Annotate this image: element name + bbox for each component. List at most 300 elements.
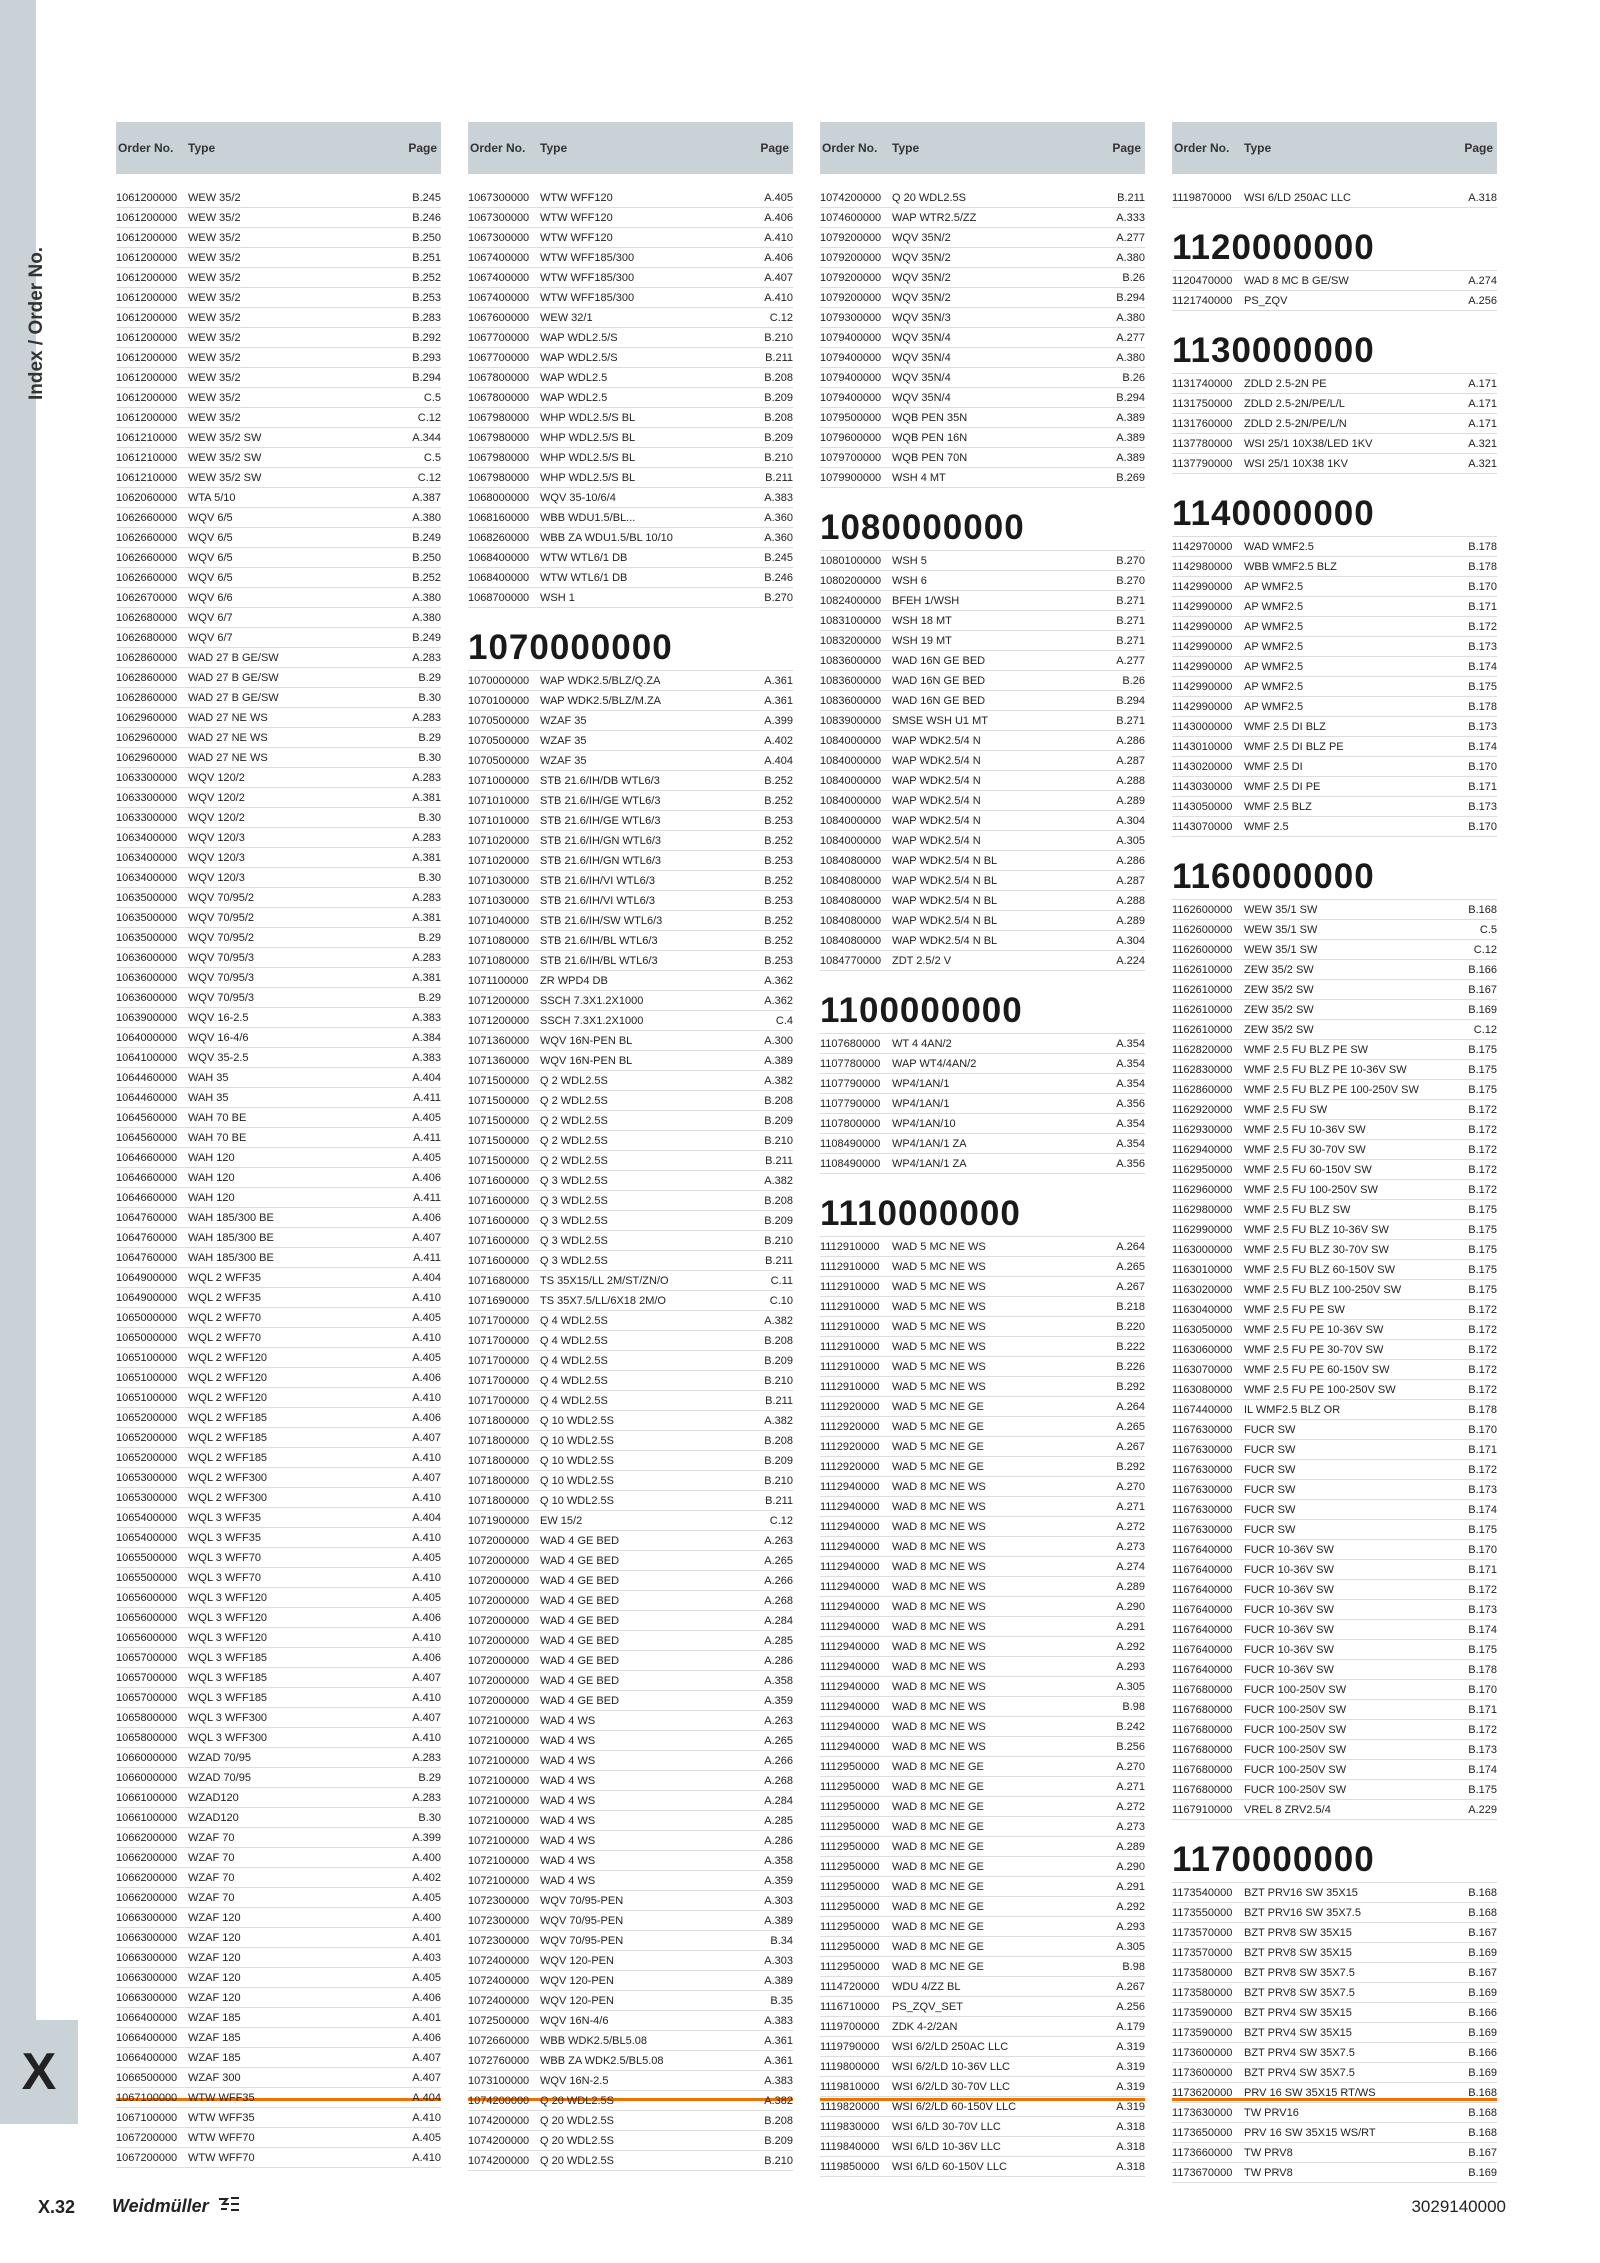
page-ref[interactable]: A.404 bbox=[412, 1071, 441, 1084]
page-ref[interactable]: A.404 bbox=[412, 1511, 441, 1524]
page-ref[interactable]: A.382 bbox=[764, 1074, 793, 1087]
page-ref[interactable]: B.252 bbox=[412, 271, 441, 284]
page-ref[interactable]: A.267 bbox=[1116, 1280, 1145, 1293]
page-ref[interactable]: B.250 bbox=[412, 231, 441, 244]
page-ref[interactable]: A.270 bbox=[1116, 1480, 1145, 1493]
page-ref[interactable]: A.399 bbox=[412, 1831, 441, 1844]
page-ref[interactable]: B.253 bbox=[764, 814, 793, 827]
page-ref[interactable]: A.410 bbox=[412, 1491, 441, 1504]
page-ref[interactable]: A.319 bbox=[1116, 2100, 1145, 2113]
page-ref[interactable]: C.12 bbox=[769, 311, 793, 324]
page-ref[interactable]: B.175 bbox=[1468, 1223, 1497, 1236]
page-ref[interactable]: A.354 bbox=[1116, 1077, 1145, 1090]
page-ref[interactable]: A.288 bbox=[1116, 774, 1145, 787]
page-ref[interactable]: B.168 bbox=[1468, 2106, 1497, 2119]
page-ref[interactable]: A.271 bbox=[1116, 1500, 1145, 1513]
page-ref[interactable]: A.406 bbox=[412, 1211, 441, 1224]
page-ref[interactable]: A.381 bbox=[412, 791, 441, 804]
page-ref[interactable]: A.407 bbox=[412, 1231, 441, 1244]
page-ref[interactable]: A.286 bbox=[764, 1834, 793, 1847]
page-ref[interactable]: A.383 bbox=[412, 1011, 441, 1024]
page-ref[interactable]: A.256 bbox=[1468, 294, 1497, 307]
page-ref[interactable]: A.272 bbox=[1116, 1800, 1145, 1813]
page-ref[interactable]: A.289 bbox=[1116, 1840, 1145, 1853]
page-ref[interactable]: A.289 bbox=[1116, 794, 1145, 807]
page-ref[interactable]: B.294 bbox=[412, 371, 441, 384]
page-ref[interactable]: B.30 bbox=[418, 811, 441, 824]
page-ref[interactable]: A.406 bbox=[412, 2031, 441, 2044]
page-ref[interactable]: B.172 bbox=[1468, 1583, 1497, 1596]
page-ref[interactable]: A.382 bbox=[764, 1414, 793, 1427]
page-ref[interactable]: B.167 bbox=[1468, 2146, 1497, 2159]
page-ref[interactable]: B.245 bbox=[764, 551, 793, 564]
page-ref[interactable]: A.407 bbox=[412, 2051, 441, 2064]
page-ref[interactable]: B.242 bbox=[1116, 1720, 1145, 1733]
page-ref[interactable]: A.268 bbox=[764, 1774, 793, 1787]
page-ref[interactable]: B.252 bbox=[764, 774, 793, 787]
page-ref[interactable]: A.321 bbox=[1468, 437, 1497, 450]
page-ref[interactable]: B.29 bbox=[418, 671, 441, 684]
page-ref[interactable]: B.171 bbox=[1468, 600, 1497, 613]
page-ref[interactable]: A.383 bbox=[764, 2014, 793, 2027]
page-ref[interactable]: A.293 bbox=[1116, 1920, 1145, 1933]
page-ref[interactable]: B.170 bbox=[1468, 1423, 1497, 1436]
page-ref[interactable]: B.168 bbox=[1468, 2086, 1497, 2099]
page-ref[interactable]: C.12 bbox=[417, 411, 441, 424]
page-ref[interactable]: B.170 bbox=[1468, 1543, 1497, 1556]
page-ref[interactable]: B.270 bbox=[764, 591, 793, 604]
page-ref[interactable]: A.405 bbox=[412, 1111, 441, 1124]
page-ref[interactable]: B.209 bbox=[764, 1354, 793, 1367]
page-ref[interactable]: A.354 bbox=[1116, 1137, 1145, 1150]
page-ref[interactable]: A.411 bbox=[413, 1191, 441, 1204]
page-ref[interactable]: A.283 bbox=[412, 891, 441, 904]
page-ref[interactable]: B.30 bbox=[418, 871, 441, 884]
page-ref[interactable]: B.29 bbox=[418, 731, 441, 744]
page-ref[interactable]: A.356 bbox=[1116, 1097, 1145, 1110]
page-ref[interactable]: B.294 bbox=[1116, 291, 1145, 304]
page-ref[interactable]: A.267 bbox=[1116, 1980, 1145, 1993]
page-ref[interactable]: A.359 bbox=[764, 1874, 793, 1887]
page-ref[interactable]: B.173 bbox=[1468, 720, 1497, 733]
page-ref[interactable]: A.358 bbox=[764, 1674, 793, 1687]
page-ref[interactable]: A.404 bbox=[412, 2091, 441, 2104]
page-ref[interactable]: B.208 bbox=[764, 1094, 793, 1107]
page-ref[interactable]: B.211 bbox=[765, 1254, 793, 1267]
page-ref[interactable]: B.169 bbox=[1468, 1986, 1497, 1999]
page-ref[interactable]: A.277 bbox=[1116, 231, 1145, 244]
page-ref[interactable]: A.283 bbox=[412, 651, 441, 664]
page-ref[interactable]: B.253 bbox=[764, 894, 793, 907]
page-ref[interactable]: C.12 bbox=[1473, 943, 1497, 956]
page-ref[interactable]: B.252 bbox=[764, 834, 793, 847]
page-ref[interactable]: B.209 bbox=[764, 431, 793, 444]
page-ref[interactable]: A.283 bbox=[412, 951, 441, 964]
page-ref[interactable]: A.382 bbox=[764, 1314, 793, 1327]
page-ref[interactable]: A.406 bbox=[412, 1991, 441, 2004]
page-ref[interactable]: B.170 bbox=[1468, 760, 1497, 773]
page-ref[interactable]: A.405 bbox=[412, 1311, 441, 1324]
page-ref[interactable]: B.245 bbox=[412, 191, 441, 204]
page-ref[interactable]: B.208 bbox=[764, 1194, 793, 1207]
section-letter-tab[interactable]: X bbox=[0, 2020, 78, 2124]
page-ref[interactable]: B.175 bbox=[1468, 1243, 1497, 1256]
page-ref[interactable]: A.389 bbox=[764, 1974, 793, 1987]
page-ref[interactable]: B.250 bbox=[412, 551, 441, 564]
page-ref[interactable]: B.210 bbox=[764, 2154, 793, 2167]
page-ref[interactable]: A.304 bbox=[1116, 934, 1145, 947]
page-ref[interactable]: B.170 bbox=[1468, 580, 1497, 593]
page-ref[interactable]: A.389 bbox=[764, 1914, 793, 1927]
page-ref[interactable]: B.169 bbox=[1468, 1946, 1497, 1959]
page-ref[interactable]: A.300 bbox=[764, 1034, 793, 1047]
page-ref[interactable]: A.288 bbox=[1116, 894, 1145, 907]
page-ref[interactable]: A.361 bbox=[764, 2054, 793, 2067]
page-ref[interactable]: B.35 bbox=[770, 1994, 793, 2007]
page-ref[interactable]: B.172 bbox=[1468, 1463, 1497, 1476]
page-ref[interactable]: B.172 bbox=[1468, 1123, 1497, 1136]
page-ref[interactable]: B.208 bbox=[764, 2114, 793, 2127]
page-ref[interactable]: A.402 bbox=[412, 1871, 441, 1884]
page-ref[interactable]: B.169 bbox=[1468, 2026, 1497, 2039]
page-ref[interactable]: A.304 bbox=[1116, 814, 1145, 827]
page-ref[interactable]: B.166 bbox=[1468, 963, 1497, 976]
page-ref[interactable]: A.362 bbox=[764, 994, 793, 1007]
page-ref[interactable]: B.171 bbox=[1468, 1443, 1497, 1456]
page-ref[interactable]: B.210 bbox=[764, 331, 793, 344]
page-ref[interactable]: A.405 bbox=[412, 1151, 441, 1164]
page-ref[interactable]: A.319 bbox=[1116, 2080, 1145, 2093]
page-ref[interactable]: B.208 bbox=[764, 1434, 793, 1447]
page-ref[interactable]: A.405 bbox=[764, 191, 793, 204]
page-ref[interactable]: B.249 bbox=[412, 531, 441, 544]
page-ref[interactable]: A.389 bbox=[1116, 431, 1145, 444]
page-ref[interactable]: B.168 bbox=[1468, 2126, 1497, 2139]
page-ref[interactable]: B.271 bbox=[1116, 614, 1145, 627]
page-ref[interactable]: A.404 bbox=[412, 1271, 441, 1284]
page-ref[interactable]: B.178 bbox=[1468, 560, 1497, 573]
page-ref[interactable]: A.285 bbox=[764, 1814, 793, 1827]
page-ref[interactable]: B.208 bbox=[764, 371, 793, 384]
page-ref[interactable]: A.401 bbox=[412, 1931, 441, 1944]
page-ref[interactable]: B.210 bbox=[764, 1474, 793, 1487]
page-ref[interactable]: B.173 bbox=[1468, 800, 1497, 813]
page-ref[interactable]: B.292 bbox=[412, 331, 441, 344]
page-ref[interactable]: A.171 bbox=[1468, 397, 1497, 410]
page-ref[interactable]: A.333 bbox=[1116, 211, 1145, 224]
page-ref[interactable]: B.292 bbox=[1116, 1460, 1145, 1473]
page-ref[interactable]: B.174 bbox=[1468, 1763, 1497, 1776]
page-ref[interactable]: A.256 bbox=[1116, 2000, 1145, 2013]
page-ref[interactable]: B.172 bbox=[1468, 1383, 1497, 1396]
page-ref[interactable]: A.405 bbox=[412, 2131, 441, 2144]
page-ref[interactable]: A.224 bbox=[1116, 954, 1145, 967]
page-ref[interactable]: C.5 bbox=[423, 391, 441, 404]
page-ref[interactable]: A.380 bbox=[1116, 311, 1145, 324]
page-ref[interactable]: B.209 bbox=[764, 2134, 793, 2147]
page-ref[interactable]: B.174 bbox=[1468, 1503, 1497, 1516]
page-ref[interactable]: B.253 bbox=[412, 291, 441, 304]
page-ref[interactable]: B.271 bbox=[1116, 714, 1145, 727]
page-ref[interactable]: A.405 bbox=[412, 1971, 441, 1984]
page-ref[interactable]: A.273 bbox=[1116, 1540, 1145, 1553]
page-ref[interactable]: B.172 bbox=[1468, 1723, 1497, 1736]
page-ref[interactable]: B.30 bbox=[418, 751, 441, 764]
page-ref[interactable]: A.290 bbox=[1116, 1600, 1145, 1613]
page-ref[interactable]: B.252 bbox=[764, 934, 793, 947]
page-ref[interactable]: A.410 bbox=[412, 1451, 441, 1464]
page-ref[interactable]: A.289 bbox=[1116, 914, 1145, 927]
page-ref[interactable]: B.283 bbox=[412, 311, 441, 324]
page-ref[interactable]: A.267 bbox=[1116, 1440, 1145, 1453]
page-ref[interactable]: A.411 bbox=[413, 1091, 441, 1104]
page-ref[interactable]: A.410 bbox=[412, 1291, 441, 1304]
page-ref[interactable]: A.284 bbox=[764, 1794, 793, 1807]
page-ref[interactable]: A.410 bbox=[412, 1631, 441, 1644]
page-ref[interactable]: A.265 bbox=[764, 1734, 793, 1747]
page-ref[interactable]: A.384 bbox=[412, 1031, 441, 1044]
page-ref[interactable]: A.287 bbox=[1116, 754, 1145, 767]
page-ref[interactable]: B.172 bbox=[1468, 1343, 1497, 1356]
page-ref[interactable]: B.29 bbox=[418, 1771, 441, 1784]
page-ref[interactable]: C.5 bbox=[423, 451, 441, 464]
page-ref[interactable]: A.406 bbox=[412, 1411, 441, 1424]
page-ref[interactable]: B.210 bbox=[764, 1374, 793, 1387]
page-ref[interactable]: A.389 bbox=[1116, 411, 1145, 424]
page-ref[interactable]: A.406 bbox=[412, 1611, 441, 1624]
page-ref[interactable]: A.381 bbox=[412, 851, 441, 864]
page-ref[interactable]: A.286 bbox=[1116, 854, 1145, 867]
page-ref[interactable]: A.318 bbox=[1116, 2140, 1145, 2153]
page-ref[interactable]: A.381 bbox=[412, 911, 441, 924]
page-ref[interactable]: A.229 bbox=[1468, 1803, 1497, 1816]
page-ref[interactable]: A.406 bbox=[412, 1171, 441, 1184]
page-ref[interactable]: B.293 bbox=[412, 351, 441, 364]
page-ref[interactable]: A.407 bbox=[412, 1671, 441, 1684]
page-ref[interactable]: A.380 bbox=[1116, 351, 1145, 364]
page-ref[interactable]: B.98 bbox=[1122, 1960, 1145, 1973]
page-ref[interactable]: A.283 bbox=[412, 831, 441, 844]
page-ref[interactable]: A.292 bbox=[1116, 1900, 1145, 1913]
page-ref[interactable]: B.169 bbox=[1468, 2166, 1497, 2179]
page-ref[interactable]: A.382 bbox=[764, 2094, 793, 2107]
page-ref[interactable]: B.171 bbox=[1468, 780, 1497, 793]
page-ref[interactable]: A.407 bbox=[412, 1431, 441, 1444]
page-ref[interactable]: B.173 bbox=[1468, 1603, 1497, 1616]
page-ref[interactable]: B.167 bbox=[1468, 1926, 1497, 1939]
page-ref[interactable]: B.29 bbox=[418, 991, 441, 1004]
page-ref[interactable]: A.305 bbox=[1116, 1940, 1145, 1953]
page-ref[interactable]: B.178 bbox=[1468, 1663, 1497, 1676]
page-ref[interactable]: A.405 bbox=[412, 1551, 441, 1564]
page-ref[interactable]: A.410 bbox=[764, 291, 793, 304]
page-ref[interactable]: B.175 bbox=[1468, 1643, 1497, 1656]
page-ref[interactable]: A.405 bbox=[412, 1591, 441, 1604]
page-ref[interactable]: B.26 bbox=[1122, 371, 1145, 384]
page-ref[interactable]: B.209 bbox=[764, 1454, 793, 1467]
page-ref[interactable]: B.211 bbox=[1117, 191, 1145, 204]
page-ref[interactable]: B.172 bbox=[1468, 1143, 1497, 1156]
page-ref[interactable]: A.410 bbox=[412, 1691, 441, 1704]
page-ref[interactable]: B.167 bbox=[1468, 983, 1497, 996]
page-ref[interactable]: B.211 bbox=[765, 471, 793, 484]
page-ref[interactable]: B.173 bbox=[1468, 1743, 1497, 1756]
page-ref[interactable]: A.354 bbox=[1116, 1117, 1145, 1130]
page-ref[interactable]: B.210 bbox=[764, 1134, 793, 1147]
page-ref[interactable]: A.273 bbox=[1116, 1820, 1145, 1833]
page-ref[interactable]: B.222 bbox=[1116, 1340, 1145, 1353]
page-ref[interactable]: A.399 bbox=[764, 714, 793, 727]
page-ref[interactable]: B.253 bbox=[764, 854, 793, 867]
page-ref[interactable]: B.170 bbox=[1468, 820, 1497, 833]
page-ref[interactable]: A.283 bbox=[412, 1791, 441, 1804]
page-ref[interactable]: A.179 bbox=[1116, 2020, 1145, 2033]
page-ref[interactable]: B.252 bbox=[764, 874, 793, 887]
page-ref[interactable]: B.171 bbox=[1468, 1703, 1497, 1716]
page-ref[interactable]: B.166 bbox=[1468, 2046, 1497, 2059]
page-ref[interactable]: B.175 bbox=[1468, 680, 1497, 693]
page-ref[interactable]: B.178 bbox=[1468, 1403, 1497, 1416]
page-ref[interactable]: A.291 bbox=[1116, 1620, 1145, 1633]
page-ref[interactable]: A.286 bbox=[1116, 734, 1145, 747]
page-ref[interactable]: A.171 bbox=[1468, 377, 1497, 390]
page-ref[interactable]: A.383 bbox=[764, 491, 793, 504]
page-ref[interactable]: A.403 bbox=[412, 1951, 441, 1964]
page-ref[interactable]: B.269 bbox=[1116, 471, 1145, 484]
page-ref[interactable]: A.387 bbox=[412, 491, 441, 504]
page-ref[interactable]: A.277 bbox=[1116, 654, 1145, 667]
page-ref[interactable]: C.12 bbox=[417, 471, 441, 484]
page-ref[interactable]: A.362 bbox=[764, 974, 793, 987]
page-ref[interactable]: A.410 bbox=[412, 1731, 441, 1744]
page-ref[interactable]: B.271 bbox=[1116, 634, 1145, 647]
page-ref[interactable]: B.175 bbox=[1468, 1263, 1497, 1276]
page-ref[interactable]: A.406 bbox=[412, 1651, 441, 1664]
page-ref[interactable]: A.270 bbox=[1116, 1760, 1145, 1773]
page-ref[interactable]: A.283 bbox=[412, 1751, 441, 1764]
page-ref[interactable]: A.402 bbox=[764, 734, 793, 747]
page-ref[interactable]: B.175 bbox=[1468, 1203, 1497, 1216]
page-ref[interactable]: A.344 bbox=[412, 431, 441, 444]
page-ref[interactable]: A.265 bbox=[1116, 1420, 1145, 1433]
page-ref[interactable]: B.256 bbox=[1116, 1740, 1145, 1753]
page-ref[interactable]: A.380 bbox=[1116, 251, 1145, 264]
page-ref[interactable]: B.270 bbox=[1116, 554, 1145, 567]
page-ref[interactable]: A.380 bbox=[412, 611, 441, 624]
page-ref[interactable]: B.172 bbox=[1468, 1363, 1497, 1376]
page-ref[interactable]: B.166 bbox=[1468, 2006, 1497, 2019]
page-ref[interactable]: A.404 bbox=[764, 754, 793, 767]
page-ref[interactable]: B.167 bbox=[1468, 1966, 1497, 1979]
page-ref[interactable]: B.175 bbox=[1468, 1043, 1497, 1056]
page-ref[interactable]: B.292 bbox=[1116, 1380, 1145, 1393]
page-ref[interactable]: B.249 bbox=[412, 631, 441, 644]
page-ref[interactable]: B.251 bbox=[412, 251, 441, 264]
page-ref[interactable]: A.263 bbox=[764, 1714, 793, 1727]
page-ref[interactable]: A.285 bbox=[764, 1634, 793, 1647]
page-ref[interactable]: B.26 bbox=[1122, 271, 1145, 284]
page-ref[interactable]: A.266 bbox=[764, 1574, 793, 1587]
page-ref[interactable]: C.4 bbox=[775, 1014, 793, 1027]
page-ref[interactable]: B.30 bbox=[418, 1811, 441, 1824]
page-ref[interactable]: B.246 bbox=[764, 571, 793, 584]
page-ref[interactable]: A.410 bbox=[412, 2111, 441, 2124]
page-ref[interactable]: A.389 bbox=[1116, 451, 1145, 464]
page-ref[interactable]: A.383 bbox=[764, 2074, 793, 2087]
page-ref[interactable]: B.178 bbox=[1468, 700, 1497, 713]
page-ref[interactable]: B.172 bbox=[1468, 1183, 1497, 1196]
page-ref[interactable]: A.405 bbox=[412, 1351, 441, 1364]
page-ref[interactable]: B.168 bbox=[1468, 1886, 1497, 1899]
page-ref[interactable]: A.284 bbox=[764, 1614, 793, 1627]
page-ref[interactable]: A.405 bbox=[412, 1891, 441, 1904]
page-ref[interactable]: A.274 bbox=[1116, 1560, 1145, 1573]
page-ref[interactable]: B.226 bbox=[1116, 1360, 1145, 1373]
page-ref[interactable]: B.246 bbox=[412, 211, 441, 224]
page-ref[interactable]: A.303 bbox=[764, 1954, 793, 1967]
page-ref[interactable]: A.407 bbox=[412, 1711, 441, 1724]
page-ref[interactable]: B.168 bbox=[1468, 903, 1497, 916]
page-ref[interactable]: C.10 bbox=[769, 1294, 793, 1307]
page-ref[interactable]: B.218 bbox=[1116, 1300, 1145, 1313]
page-ref[interactable]: A.406 bbox=[764, 211, 793, 224]
page-ref[interactable]: B.168 bbox=[1468, 1906, 1497, 1919]
page-ref[interactable]: B.208 bbox=[764, 1334, 793, 1347]
page-ref[interactable]: A.286 bbox=[764, 1654, 793, 1667]
page-ref[interactable]: A.407 bbox=[412, 1471, 441, 1484]
page-ref[interactable]: B.29 bbox=[418, 931, 441, 944]
page-ref[interactable]: A.410 bbox=[412, 2151, 441, 2164]
page-ref[interactable]: B.252 bbox=[764, 794, 793, 807]
page-ref[interactable]: A.283 bbox=[412, 711, 441, 724]
page-ref[interactable]: A.361 bbox=[764, 694, 793, 707]
page-ref[interactable]: B.271 bbox=[1116, 594, 1145, 607]
page-ref[interactable]: B.294 bbox=[1116, 391, 1145, 404]
page-ref[interactable]: A.410 bbox=[412, 1391, 441, 1404]
page-ref[interactable]: B.211 bbox=[765, 1494, 793, 1507]
page-ref[interactable]: A.383 bbox=[412, 1051, 441, 1064]
page-ref[interactable]: A.321 bbox=[1468, 457, 1497, 470]
page-ref[interactable]: A.389 bbox=[764, 1054, 793, 1067]
page-ref[interactable]: A.361 bbox=[764, 674, 793, 687]
page-ref[interactable]: B.178 bbox=[1468, 540, 1497, 553]
page-ref[interactable]: A.266 bbox=[764, 1754, 793, 1767]
page-ref[interactable]: B.209 bbox=[764, 391, 793, 404]
page-ref[interactable]: A.319 bbox=[1116, 2040, 1145, 2053]
page-ref[interactable]: B.26 bbox=[1122, 674, 1145, 687]
page-ref[interactable]: A.264 bbox=[1116, 1400, 1145, 1413]
page-ref[interactable]: B.169 bbox=[1468, 2066, 1497, 2079]
page-ref[interactable]: B.211 bbox=[765, 1394, 793, 1407]
page-ref[interactable]: A.354 bbox=[1116, 1057, 1145, 1070]
page-ref[interactable]: A.318 bbox=[1468, 191, 1497, 204]
page-ref[interactable]: B.175 bbox=[1468, 1063, 1497, 1076]
page-ref[interactable]: B.174 bbox=[1468, 740, 1497, 753]
page-ref[interactable]: A.381 bbox=[412, 971, 441, 984]
page-ref[interactable]: A.305 bbox=[1116, 834, 1145, 847]
page-ref[interactable]: B.172 bbox=[1468, 1303, 1497, 1316]
page-ref[interactable]: B.30 bbox=[418, 691, 441, 704]
page-ref[interactable]: C.11 bbox=[770, 1274, 793, 1287]
page-ref[interactable]: A.272 bbox=[1116, 1520, 1145, 1533]
page-ref[interactable]: A.411 bbox=[413, 1131, 441, 1144]
page-ref[interactable]: A.354 bbox=[1116, 1037, 1145, 1050]
page-ref[interactable]: A.171 bbox=[1468, 417, 1497, 430]
page-ref[interactable]: A.265 bbox=[1116, 1260, 1145, 1273]
page-ref[interactable]: A.287 bbox=[1116, 874, 1145, 887]
page-ref[interactable]: B.209 bbox=[764, 1114, 793, 1127]
page-ref[interactable]: B.209 bbox=[764, 1214, 793, 1227]
